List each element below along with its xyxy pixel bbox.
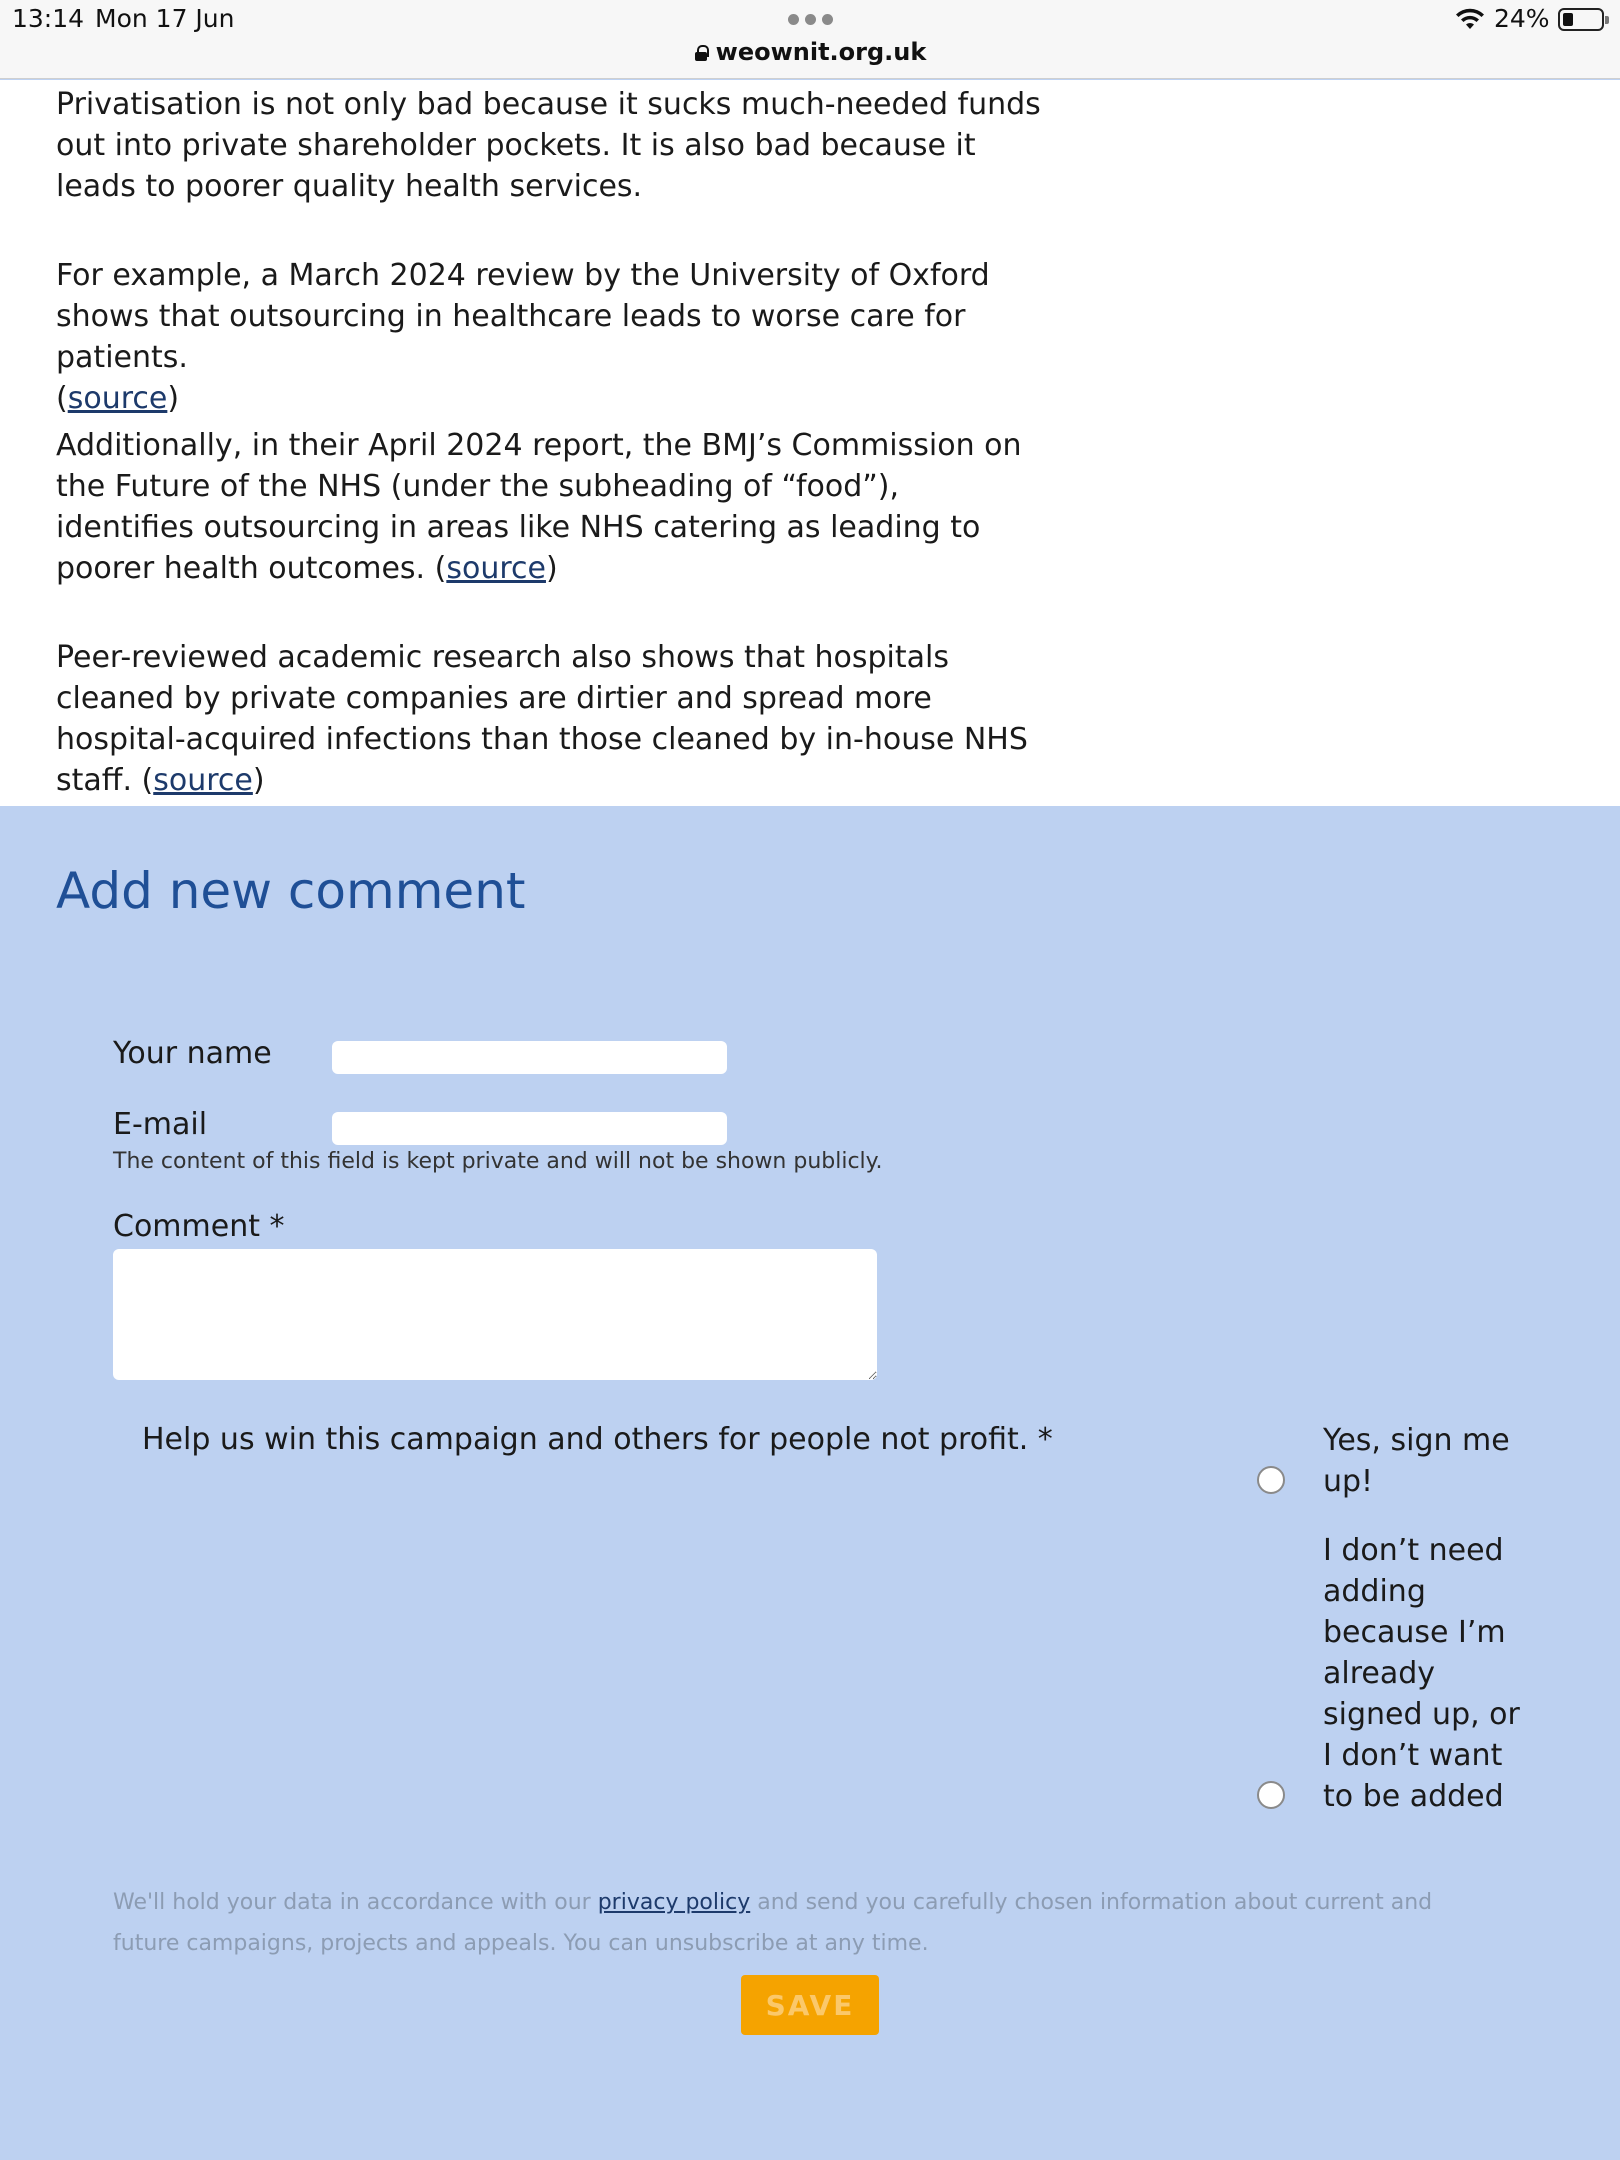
article-paragraph: Peer-reviewed academic research also shows that hospitals cleaned by private companies are dirtier and spread more hospital-acquired infections than those cleaned by in-house NHS staff. (source) [56, 640, 1028, 798]
article-paragraph: For example, a March 2024 review by the University of Oxford shows that outsourcing in healthcare leads to worse care for patients. (source) [56, 258, 990, 416]
article-paragraph: Additionally, in their April 2024 report, the BMJ’s Commission on the Future of the NHS (under the subheading of “food”), identifies outsourcing in areas like NHS catering as leading to poorer health outcomes. (source) [56, 428, 1022, 586]
browser-chrome [0, 0, 1620, 79]
article-body [0, 80, 1620, 806]
comment-label: Comment * [113, 1209, 285, 1244]
status-time: 13:14 [12, 4, 85, 33]
email-hint: The content of this field is kept private and will not be shown publicly. [113, 1149, 883, 1174]
battery-icon [1558, 8, 1604, 31]
source-link[interactable]: source [446, 551, 546, 586]
name-label: Your name [113, 1036, 272, 1071]
radio-sign-up[interactable] [1257, 1466, 1285, 1494]
privacy-notice: We'll hold your data in accordance with our privacy policy and send you carefully chosen information about current and future campaigns, projects and appeals. You can unsubscribe at any time. [113, 1890, 1433, 1956]
lock-icon [694, 45, 708, 61]
address-bar[interactable] [0, 38, 1620, 66]
name-input[interactable] [332, 1041, 727, 1074]
newsletter-question: Help us win this campaign and others for people not profit. * [142, 1422, 1053, 1457]
comment-textarea[interactable] [113, 1249, 877, 1380]
url-text: weownit.org.uk [715, 38, 927, 66]
source-link[interactable]: source [153, 763, 253, 798]
save-button[interactable]: SAVE [741, 1975, 879, 2035]
comment-section-title: Add new comment [56, 862, 526, 920]
radio-sign-up-label[interactable]: Yes, sign me up! [1323, 1423, 1510, 1499]
source-link[interactable]: source [67, 381, 168, 416]
email-label: E-mail [113, 1107, 208, 1142]
battery-percent: 24% [1494, 4, 1550, 33]
wifi-icon [1455, 8, 1485, 30]
tab-dots-icon[interactable] [788, 14, 833, 25]
status-date: Mon 17 Jun [95, 4, 235, 33]
article-paragraph: Privatisation is not only bad because it sucks much-needed funds out into private shareholder pockets. It is also bad because it leads to poorer quality health services. [56, 87, 1041, 204]
privacy-policy-link[interactable]: privacy policy [597, 1890, 751, 1915]
radio-decline[interactable] [1257, 1781, 1285, 1809]
radio-decline-label[interactable]: I don’t need adding because I’m already signed up, or I don’t want to be added [1323, 1533, 1520, 1814]
email-input[interactable] [332, 1112, 727, 1145]
